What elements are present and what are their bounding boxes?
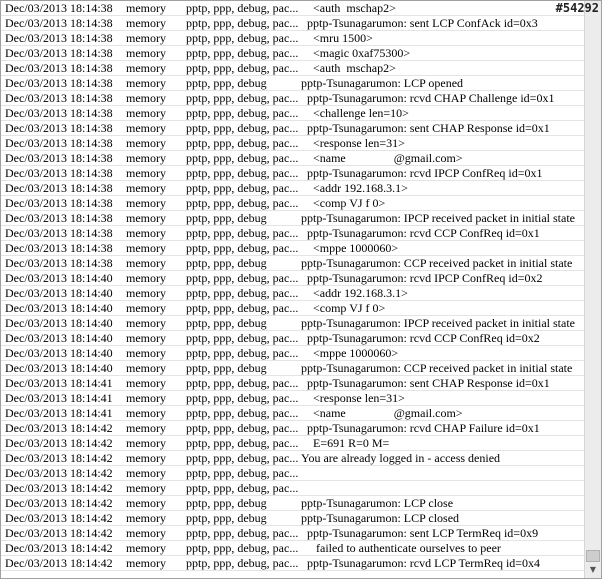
log-time: Dec/03/2013 18:14:41 [5, 391, 113, 405]
log-time: Dec/03/2013 18:14:38 [5, 226, 113, 240]
log-message: <mppe 1000060> [301, 241, 399, 255]
log-topics: pptp, ppp, debug, pac... [186, 271, 298, 285]
log-time: Dec/03/2013 18:14:38 [5, 121, 113, 135]
log-source: memory [126, 361, 166, 375]
log-time: Dec/03/2013 18:14:42 [5, 511, 113, 525]
log-time: Dec/03/2013 18:14:42 [5, 421, 113, 435]
log-time: Dec/03/2013 18:14:40 [5, 331, 113, 345]
log-row[interactable] [1, 76, 584, 91]
log-topics: pptp, ppp, debug [186, 76, 267, 90]
log-topics: pptp, ppp, debug, pac... [186, 136, 298, 150]
log-message: pptp-Tsunagarumon: sent CHAP Response id=0x1 [301, 376, 550, 390]
log-topics: pptp, ppp, debug, pac... [186, 16, 298, 30]
log-row[interactable] [1, 436, 584, 451]
log-source: memory [126, 496, 166, 510]
log-topics: pptp, ppp, debug, pac... [186, 166, 298, 180]
log-row[interactable] [1, 361, 584, 376]
log-source: memory [126, 391, 166, 405]
log-message: pptp-Tsunagarumon: rcvd CCP ConfReq id=0x2 [301, 331, 540, 345]
log-topics: pptp, ppp, debug [186, 316, 267, 330]
log-message: pptp-Tsunagarumon: rcvd CHAP Challenge id=0x1 [301, 91, 555, 105]
log-source: memory [126, 436, 166, 450]
log-topics: pptp, ppp, debug [186, 511, 267, 525]
log-message: You are already logged in - access denied [301, 451, 501, 465]
log-time: Dec/03/2013 18:14:40 [5, 361, 113, 375]
log-list[interactable] [1, 1, 584, 578]
log-row[interactable] [1, 331, 584, 346]
log-message: <response len=31> [301, 136, 405, 150]
log-row[interactable] [1, 166, 584, 181]
log-source: memory [126, 481, 166, 495]
log-time: Dec/03/2013 18:14:38 [5, 196, 113, 210]
vertical-scrollbar[interactable] [584, 1, 601, 578]
log-time: Dec/03/2013 18:14:42 [5, 451, 113, 465]
log-topics: pptp, ppp, debug, pac... [186, 481, 298, 495]
log-topics: pptp, ppp, debug [186, 256, 267, 270]
log-topics: pptp, ppp, debug, pac... [186, 451, 298, 465]
log-time: Dec/03/2013 18:14:38 [5, 16, 113, 30]
log-row[interactable] [1, 31, 584, 46]
log-row[interactable] [1, 376, 584, 391]
log-row[interactable] [1, 496, 584, 511]
log-row[interactable] [1, 301, 584, 316]
log-message: pptp-Tsunagarumon: rcvd IPCP ConfReq id=0x2 [301, 271, 543, 285]
log-row[interactable] [1, 406, 584, 421]
log-topics: pptp, ppp, debug, pac... [186, 301, 298, 315]
log-row[interactable] [1, 481, 584, 496]
log-message: <name @gmail.com> [301, 151, 463, 165]
log-message: <comp VJ f 0> [301, 301, 386, 315]
row-count: #54292 [555, 1, 599, 15]
log-time: Dec/03/2013 18:14:38 [5, 1, 113, 15]
log-time: Dec/03/2013 18:14:41 [5, 406, 113, 420]
log-time: Dec/03/2013 18:14:42 [5, 481, 113, 495]
scroll-down-icon[interactable]: ▼ [589, 565, 597, 574]
log-topics: pptp, ppp, debug, pac... [186, 436, 298, 450]
log-row[interactable] [1, 136, 584, 151]
log-message: <response len=31> [301, 391, 405, 405]
log-topics: pptp, ppp, debug, pac... [186, 1, 298, 15]
log-source: memory [126, 451, 166, 465]
log-topics: pptp, ppp, debug, pac... [186, 31, 298, 45]
log-source: memory [126, 196, 166, 210]
log-topics: pptp, ppp, debug, pac... [186, 346, 298, 360]
log-message: pptp-Tsunagarumon: rcvd IPCP ConfReq id=0x1 [301, 166, 543, 180]
log-topics: pptp, ppp, debug, pac... [186, 421, 298, 435]
log-source: memory [126, 121, 166, 135]
log-source: memory [126, 466, 166, 480]
log-time: Dec/03/2013 18:14:40 [5, 286, 113, 300]
log-time: Dec/03/2013 18:14:40 [5, 316, 113, 330]
log-topics: pptp, ppp, debug, pac... [186, 181, 298, 195]
log-message: pptp-Tsunagarumon: LCP closed [301, 511, 460, 525]
log-source: memory [126, 1, 166, 15]
log-time: Dec/03/2013 18:14:38 [5, 46, 113, 60]
log-time: Dec/03/2013 18:14:38 [5, 241, 113, 255]
log-row[interactable] [1, 391, 584, 406]
log-row[interactable] [1, 1, 584, 16]
log-time: Dec/03/2013 18:14:38 [5, 256, 113, 270]
log-message: pptp-Tsunagarumon: sent CHAP Response id=0x1 [301, 121, 550, 135]
log-message: pptp-Tsunagarumon: sent LCP TermReq id=0x9 [301, 526, 539, 540]
log-topics: pptp, ppp, debug, pac... [186, 391, 298, 405]
log-source: memory [126, 211, 166, 225]
log-time: Dec/03/2013 18:14:38 [5, 151, 113, 165]
log-message: pptp-Tsunagarumon: rcvd LCP TermReq id=0x4 [301, 556, 541, 570]
log-row[interactable] [1, 466, 584, 481]
log-time: Dec/03/2013 18:14:38 [5, 31, 113, 45]
log-source: memory [126, 31, 166, 45]
log-source: memory [126, 241, 166, 255]
log-topics: pptp, ppp, debug, pac... [186, 466, 298, 480]
log-row[interactable] [1, 241, 584, 256]
log-time: Dec/03/2013 18:14:38 [5, 91, 113, 105]
log-row[interactable] [1, 271, 584, 286]
log-row[interactable] [1, 151, 584, 166]
log-source: memory [126, 46, 166, 60]
log-source: memory [126, 166, 166, 180]
log-source: memory [126, 226, 166, 240]
log-topics: pptp, ppp, debug, pac... [186, 91, 298, 105]
log-message: <auth mschap2> [301, 61, 396, 75]
log-time: Dec/03/2013 18:14:41 [5, 376, 113, 390]
log-row[interactable] [1, 421, 584, 436]
log-source: memory [126, 76, 166, 90]
log-source: memory [126, 256, 166, 270]
log-source: memory [126, 286, 166, 300]
log-topics: pptp, ppp, debug, pac... [186, 226, 298, 240]
log-topics: pptp, ppp, debug, pac... [186, 556, 298, 570]
log-row[interactable] [1, 286, 584, 301]
log-row[interactable] [1, 256, 584, 271]
log-message: E=691 R=0 M= [301, 436, 390, 450]
log-topics: pptp, ppp, debug, pac... [186, 241, 298, 255]
log-message: <addr 192.168.3.1> [301, 286, 408, 300]
log-message: <auth mschap2> [301, 1, 396, 15]
log-topics: pptp, ppp, debug, pac... [186, 526, 298, 540]
log-time: Dec/03/2013 18:14:38 [5, 181, 113, 195]
log-topics: pptp, ppp, debug, pac... [186, 286, 298, 300]
log-time: Dec/03/2013 18:14:38 [5, 76, 113, 90]
log-row[interactable] [1, 226, 584, 241]
log-row[interactable] [1, 61, 584, 76]
log-time: Dec/03/2013 18:14:42 [5, 496, 113, 510]
log-time: Dec/03/2013 18:14:42 [5, 436, 113, 450]
log-topics: pptp, ppp, debug, pac... [186, 196, 298, 210]
log-message: pptp-Tsunagarumon: rcvd CCP ConfReq id=0x1 [301, 226, 540, 240]
log-row[interactable] [1, 121, 584, 136]
log-source: memory [126, 526, 166, 540]
log-source: memory [126, 316, 166, 330]
log-message: pptp-Tsunagarumon: rcvd CHAP Failure id=0x1 [301, 421, 540, 435]
log-row[interactable] [1, 526, 584, 541]
log-time: Dec/03/2013 18:14:42 [5, 526, 113, 540]
log-time: Dec/03/2013 18:14:40 [5, 346, 113, 360]
log-message: <name @gmail.com> [301, 406, 463, 420]
log-row[interactable] [1, 181, 584, 196]
log-message: <mru 1500> [301, 31, 373, 45]
log-time: Dec/03/2013 18:14:42 [5, 541, 113, 555]
log-time: Dec/03/2013 18:14:42 [5, 556, 113, 570]
log-source: memory [126, 301, 166, 315]
log-source: memory [126, 331, 166, 345]
log-source: memory [126, 346, 166, 360]
log-row[interactable] [1, 211, 584, 226]
log-source: memory [126, 106, 166, 120]
log-source: memory [126, 511, 166, 525]
log-topics: pptp, ppp, debug [186, 496, 267, 510]
log-source: memory [126, 271, 166, 285]
log-message: pptp-Tsunagarumon: LCP close [301, 496, 454, 510]
log-topics: pptp, ppp, debug, pac... [186, 46, 298, 60]
log-source: memory [126, 421, 166, 435]
log-message: <addr 192.168.3.1> [301, 181, 408, 195]
log-topics: pptp, ppp, debug, pac... [186, 406, 298, 420]
log-time: Dec/03/2013 18:14:42 [5, 466, 113, 480]
log-message: <challenge len=10> [301, 106, 409, 120]
log-message: pptp-Tsunagarumon: CCP received packet in initial state [301, 361, 573, 375]
log-time: Dec/03/2013 18:14:38 [5, 136, 113, 150]
log-message: failed to authenticate ourselves to peer [301, 541, 501, 555]
log-topics: pptp, ppp, debug, pac... [186, 121, 298, 135]
log-time: Dec/03/2013 18:14:38 [5, 106, 113, 120]
log-topics: pptp, ppp, debug, pac... [186, 331, 298, 345]
log-time: Dec/03/2013 18:14:38 [5, 166, 113, 180]
log-row[interactable] [1, 316, 584, 331]
log-row[interactable] [1, 451, 584, 466]
log-row[interactable] [1, 556, 584, 571]
log-source: memory [126, 376, 166, 390]
log-source: memory [126, 181, 166, 195]
log-message: <magic 0xaf75300> [301, 46, 411, 60]
log-row[interactable] [1, 106, 584, 121]
log-time: Dec/03/2013 18:14:40 [5, 271, 113, 285]
log-topics: pptp, ppp, debug, pac... [186, 376, 298, 390]
log-source: memory [126, 556, 166, 570]
log-row[interactable] [1, 196, 584, 211]
log-source: memory [126, 541, 166, 555]
log-message: <mppe 1000060> [301, 346, 399, 360]
scrollbar-thumb[interactable] [586, 550, 600, 562]
log-topics: pptp, ppp, debug, pac... [186, 541, 298, 555]
log-topics: pptp, ppp, debug, pac... [186, 106, 298, 120]
log-time: Dec/03/2013 18:14:38 [5, 61, 113, 75]
log-row[interactable] [1, 511, 584, 526]
log-message: pptp-Tsunagarumon: LCP opened [301, 76, 464, 90]
log-row[interactable] [1, 541, 584, 556]
log-message: <comp VJ f 0> [301, 196, 386, 210]
log-time: Dec/03/2013 18:14:38 [5, 211, 113, 225]
log-row[interactable] [1, 46, 584, 61]
log-source: memory [126, 61, 166, 75]
log-row[interactable] [1, 346, 584, 361]
log-row[interactable] [1, 16, 584, 31]
log-source: memory [126, 151, 166, 165]
log-topics: pptp, ppp, debug, pac... [186, 151, 298, 165]
log-message: pptp-Tsunagarumon: IPCP received packet in initial state [301, 316, 575, 330]
log-source: memory [126, 16, 166, 30]
log-message: pptp-Tsunagarumon: CCP received packet in initial state [301, 256, 573, 270]
log-message: pptp-Tsunagarumon: IPCP received packet in initial state [301, 211, 575, 225]
log-message: pptp-Tsunagarumon: sent LCP ConfAck id=0x3 [301, 16, 538, 30]
log-source: memory [126, 406, 166, 420]
log-topics: pptp, ppp, debug [186, 361, 267, 375]
log-time: Dec/03/2013 18:14:40 [5, 301, 113, 315]
log-topics: pptp, ppp, debug [186, 211, 267, 225]
log-source: memory [126, 136, 166, 150]
log-row[interactable] [1, 91, 584, 106]
log-source: memory [126, 91, 166, 105]
log-topics: pptp, ppp, debug, pac... [186, 61, 298, 75]
